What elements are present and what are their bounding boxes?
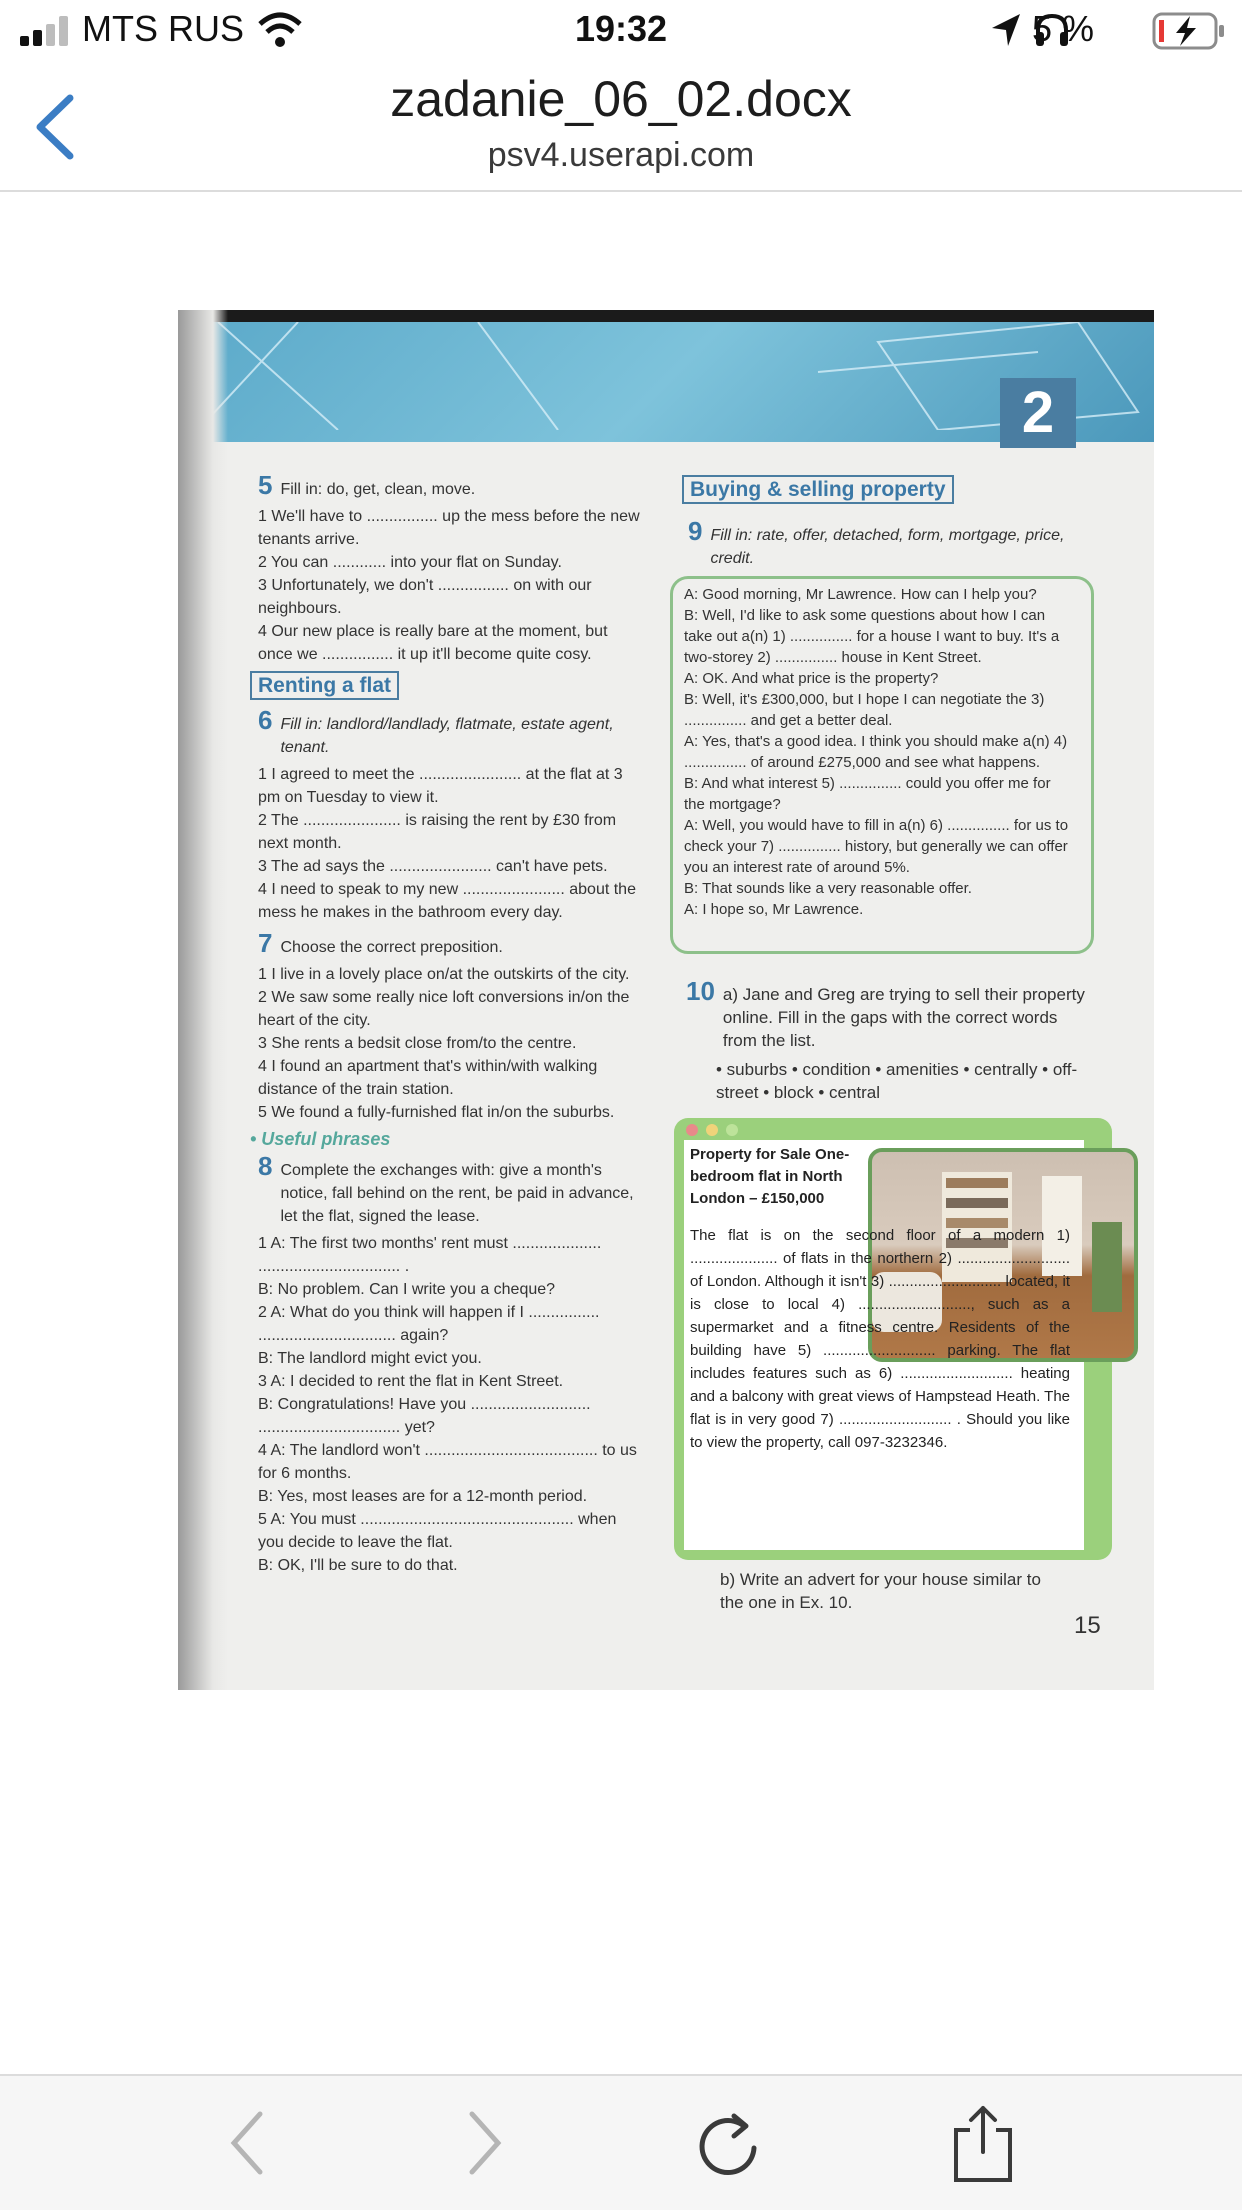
dialog-line: B: And what interest 5) ............... could you offer me for the mortgage? — [684, 775, 1051, 813]
list-item: B: The landlord might evict you. — [258, 1350, 482, 1367]
dialog-line: A: Good morning, Mr Lawrence. How can I help you? — [684, 586, 1037, 603]
list-item: 1 We'll have to ................ up the mess before the new tenants arrive. — [258, 508, 640, 548]
exercise-title: Choose the correct preposition. — [280, 939, 503, 956]
exercise-title: Fill in: landlord/landlady, flatmate, estate agent, tenant. — [280, 716, 614, 756]
exercise-number: 7 — [258, 928, 273, 958]
status-time: 19:32 — [574, 8, 668, 49]
list-item: B: OK, I'll be sure to do that. — [258, 1557, 458, 1574]
exercise-number: 8 — [258, 1151, 273, 1181]
dialog-line: A: OK. And what price is the property? — [684, 670, 939, 687]
exercise-8-header — [258, 1151, 640, 1228]
chevron-left-icon[interactable] — [228, 2110, 268, 2176]
section-heading: Renting a flat — [250, 671, 399, 700]
useful-phrases-label: • Useful phrases — [250, 1129, 391, 1149]
reload-icon[interactable] — [698, 2112, 760, 2176]
list-item: 4 Our new place is really bare at the moment, but once we ................ it up it'll become quite cosy. — [258, 623, 608, 663]
exercise-number: 9 — [688, 516, 703, 546]
list-item: 3 She rents a bedsit close from/to the centre. — [258, 1035, 577, 1052]
exercise-number: 5 — [258, 470, 273, 500]
list-item: 2 The ...................... is raising the rent by £30 from next month. — [258, 812, 617, 852]
bottom-toolbar — [0, 2074, 1242, 2210]
list-item: 1 I live in a lovely place on/at the outskirts of the city. — [258, 966, 630, 983]
list-item: 4 I found an apartment that's within/with walking distance of the train station. — [258, 1058, 598, 1098]
dialog-line: A: Well, you would have to fill in a(n) 6) ............... for us to check your 7) ............... history, but generally we can offer you an interest rate of around 5%. — [684, 817, 1069, 876]
advert-text: The flat is on the second floor of a modern 1) ..................... of flats in the northern 2) ........................... of London. Although it isn't 3) ........................... located, it is close to local 4) ..........................., such as a supermarket and a fitness centre. Residents of the building have 5) ........................... parking. The flat includes features such as 6) ........................... heating and a balcony with great views of Hampstead Heath. The flat is in very good 7) ........................... . Should you like to view the property, call 097-3232346. — [690, 1227, 1070, 1451]
dialog-line: B: That sounds like a very reasonable offer. — [684, 880, 972, 897]
list-item: 3 A: I decided to rent the flat in Kent Street. — [258, 1373, 564, 1390]
exercise-title: Complete the exchanges with: give a month's notice, fall behind on the rent, be paid in advance, let the flat, signed the lease. — [280, 1162, 634, 1225]
exercise-title: Fill in: do, get, clean, move. — [280, 481, 476, 498]
page-gutter-shadow — [178, 310, 228, 1690]
window-dots-icon — [682, 1120, 762, 1140]
exercise-number: 6 — [258, 705, 273, 735]
list-item: 5 We found a fully-furnished flat in/on the suburbs. — [258, 1104, 615, 1121]
list-item: 3 Unfortunately, we don't ................ on with our neighbours. — [258, 577, 592, 617]
advert-title: Property for Sale One-bedroom flat in North London – £150,000 — [690, 1146, 850, 1207]
exercise-9-header — [688, 516, 1088, 570]
left-column — [250, 470, 640, 1577]
dialog-line: A: Yes, that's a good idea. I think you should make a(n) 4) ............... of around £275,000 and see what happens. — [684, 733, 1068, 771]
location-arrow-icon — [990, 12, 1022, 48]
dialog-line: B: Well, I'd like to ask some questions about how I can take out a(n) 1) ............... for a house I want to buy. It's a two-storey 2) ............... house in Kent Street. — [684, 607, 1060, 666]
list-item: 2 A: What do you think will happen if I ................ ............................... again? — [258, 1304, 600, 1344]
unit-number-badge: 2 — [1000, 378, 1076, 448]
list-item: B: Yes, most leases are for a 12-month period. — [258, 1488, 588, 1505]
exercise-title: a) Jane and Greg are trying to sell their property online. Fill in the gaps with the correct words from the list. — [722, 985, 1085, 1050]
exercise-title: Fill in: rate, offer, detached, form, mortgage, price, credit. — [710, 527, 1065, 567]
word-list: • suburbs • condition • amenities • centrally • off-street • block • central — [716, 1060, 1078, 1102]
chevron-right-icon[interactable] — [464, 2110, 504, 2176]
list-item: 2 We saw some really nice loft conversions in/on the heart of the city. — [258, 989, 630, 1029]
section-heading-wrap — [682, 478, 954, 502]
exercise-number: 10 — [686, 976, 715, 1006]
battery-charging-icon — [1152, 12, 1228, 50]
exercise-7-header — [258, 928, 640, 959]
dialog-line: B: Well, it's £300,000, but I hope I can negotiate the 3) ............... and get a better deal. — [684, 691, 1045, 729]
nav-divider — [0, 190, 1242, 192]
document-host: psv4.userapi.com — [487, 136, 755, 174]
dialog-line: A: I hope so, Mr Lawrence. — [684, 901, 864, 918]
section-heading: Buying & selling property — [682, 475, 954, 504]
exercise-10b: b) Write an advert for your house similar to the one in Ex. 10. — [720, 1570, 1041, 1612]
list-item: 1 A: The first two months' rent must .................... ................................ . — [258, 1235, 602, 1275]
exercise-10-header — [686, 976, 1086, 1052]
dialog-text — [684, 584, 1070, 920]
exercise-5-header — [258, 470, 640, 501]
list-item: 3 The ad says the ....................... can't have pets. — [258, 858, 608, 875]
list-item: 2 You can ............ into your flat on Sunday. — [258, 554, 562, 571]
battery-percent: 5 % — [1031, 8, 1094, 49]
document-title: zadanie_06_02.docx — [390, 71, 852, 127]
page-number: 15 — [1074, 1612, 1101, 1639]
list-item: B: Congratulations! Have you ........................... ................................ yet? — [258, 1396, 591, 1436]
carrier-label: MTS RUS — [82, 8, 244, 49]
list-item: 4 A: The landlord won't ....................................... to us for 6 months. — [258, 1442, 637, 1482]
exercise-6-header — [258, 705, 640, 759]
list-item: B: No problem. Can I write you a cheque? — [258, 1281, 556, 1298]
list-item: 4 I need to speak to my new ....................... about the mess he makes in the bathroom every day. — [258, 881, 636, 921]
list-item: 5 A: You must ................................................ when you decide to leave the flat. — [258, 1511, 617, 1551]
status-bar — [0, 0, 1242, 60]
share-icon[interactable] — [952, 2102, 1014, 2184]
list-item: 1 I agreed to meet the ....................... at the flat at 3 pm on Tuesday to view it. — [258, 766, 623, 806]
